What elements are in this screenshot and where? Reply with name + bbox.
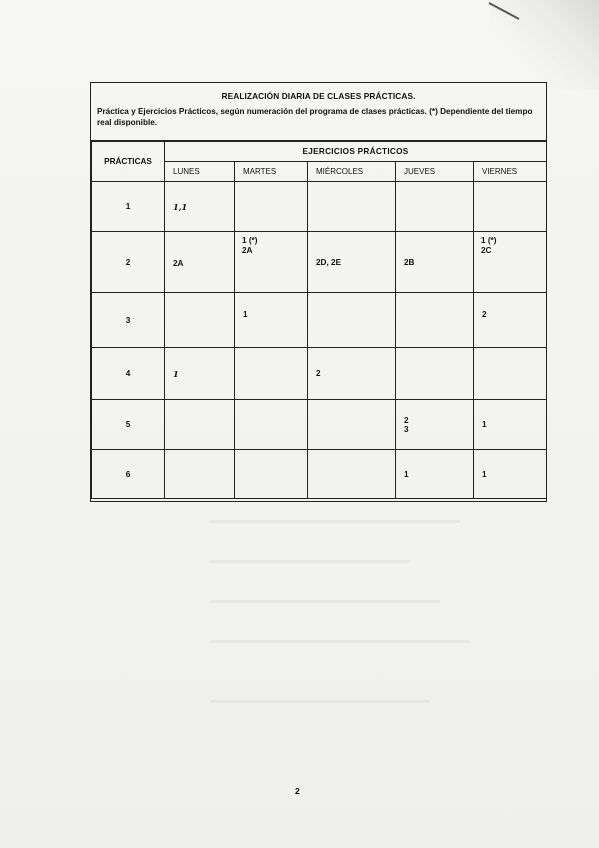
table-header-row bbox=[92, 142, 547, 162]
practica-number: 6 bbox=[92, 450, 165, 499]
ejercicios-header: EJERCICIOS PRÁCTICOS bbox=[165, 142, 547, 162]
day-header-jueves: JUEVES bbox=[396, 162, 474, 182]
frame-header bbox=[91, 83, 546, 141]
cell-viernes: 1 bbox=[474, 450, 547, 499]
cell-jueves bbox=[396, 348, 474, 400]
bleed-through-line bbox=[210, 600, 440, 603]
cell-viernes-top: 1 (*) bbox=[481, 236, 497, 245]
cell-miercoles bbox=[308, 182, 396, 232]
document-title: REALIZACIÓN DIARIA DE CLASES PRÁCTICAS. bbox=[221, 91, 416, 101]
cell-lunes: 2A bbox=[165, 232, 235, 293]
table-row bbox=[92, 348, 547, 400]
table-row bbox=[92, 182, 547, 232]
cell-viernes-value: 2C bbox=[481, 246, 492, 255]
page-number: 2 bbox=[295, 786, 300, 796]
practica-number: 2 bbox=[92, 232, 165, 293]
cell-lunes bbox=[165, 400, 235, 450]
cell-jueves bbox=[396, 400, 474, 450]
cell-lunes: 1 bbox=[165, 348, 235, 400]
bleed-through-line bbox=[210, 640, 470, 643]
table-row bbox=[92, 450, 547, 499]
cell-jueves-top: 2 bbox=[404, 415, 409, 425]
cell-jueves-value: 3 bbox=[404, 424, 409, 434]
cell-jueves: 2B bbox=[396, 232, 474, 293]
cell-jueves bbox=[396, 182, 474, 232]
cell-martes bbox=[235, 400, 308, 450]
cell-martes-top: 1 (*) bbox=[242, 236, 258, 245]
cell-jueves bbox=[396, 293, 474, 348]
day-header-viernes: VIERNES bbox=[474, 162, 547, 182]
practices-table bbox=[91, 141, 547, 499]
cell-jueves: 1 bbox=[396, 450, 474, 499]
page-curl bbox=[489, 0, 599, 90]
day-header-lunes: LUNES bbox=[165, 162, 235, 182]
document-description: Práctica y Ejercicios Prácticos, según numeración del programa de clases prácticas. (*) Dependiente del tiempo real disponible. bbox=[97, 107, 533, 127]
cell-miercoles bbox=[308, 450, 396, 499]
cell-miercoles: 2 bbox=[308, 348, 396, 400]
practica-number: 4 bbox=[92, 348, 165, 400]
practica-number: 3 bbox=[92, 293, 165, 348]
cell-lunes bbox=[165, 450, 235, 499]
cell-viernes bbox=[474, 232, 547, 293]
cell-viernes: 2 bbox=[474, 293, 547, 348]
practica-number: 1 bbox=[92, 182, 165, 232]
day-header-martes: MARTES bbox=[235, 162, 308, 182]
bleed-through-line bbox=[210, 700, 430, 703]
cell-miercoles: 2D, 2E bbox=[308, 232, 396, 293]
bleed-through-line bbox=[210, 560, 410, 563]
cell-lunes bbox=[165, 293, 235, 348]
table-row bbox=[92, 232, 547, 293]
cell-martes bbox=[235, 348, 308, 400]
cell-lunes: 1,1 bbox=[165, 182, 235, 232]
cell-martes-value: 2A bbox=[242, 246, 253, 255]
practicas-header: PRÁCTICAS bbox=[92, 142, 165, 182]
cell-martes bbox=[235, 450, 308, 499]
practica-number: 5 bbox=[92, 400, 165, 450]
cell-martes bbox=[235, 232, 308, 293]
cell-miercoles bbox=[308, 293, 396, 348]
cell-viernes bbox=[474, 348, 547, 400]
cell-viernes: 1 bbox=[474, 400, 547, 450]
cell-martes: 1 bbox=[235, 293, 308, 348]
bleed-through-line bbox=[210, 520, 460, 523]
table-row bbox=[92, 400, 547, 450]
cell-viernes bbox=[474, 182, 547, 232]
cell-miercoles bbox=[308, 400, 396, 450]
day-header-miercoles: MIÉRCOLES bbox=[308, 162, 396, 182]
table-row bbox=[92, 293, 547, 348]
cell-martes bbox=[235, 182, 308, 232]
practices-frame bbox=[90, 82, 547, 502]
